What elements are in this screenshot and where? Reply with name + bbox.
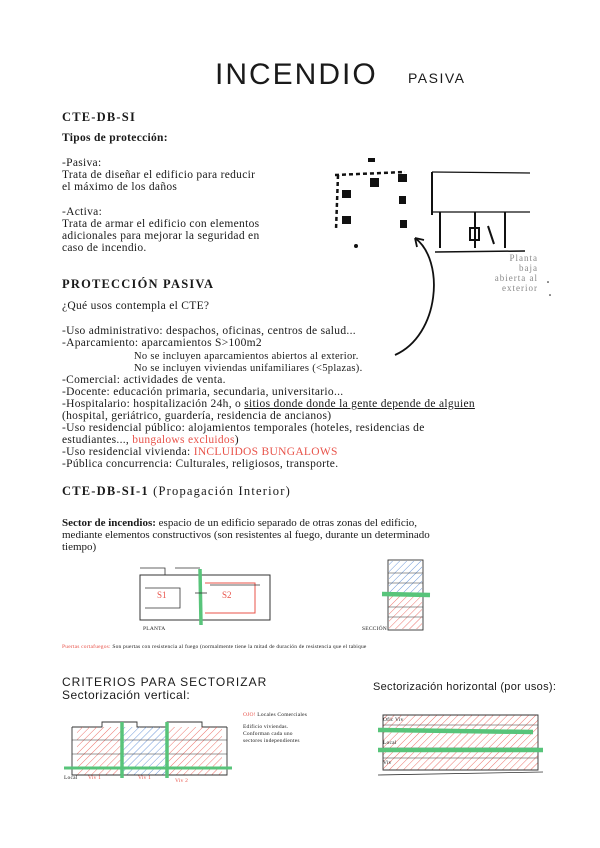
term: Sector de incendios: <box>62 517 156 529</box>
plan-label: PLANTA <box>143 626 166 632</box>
text-line: mediante elementos constructivos (son resistentes al fuego, durante un determinado <box>62 529 430 541</box>
text-line: -Uso residencial público: alojamientos temporales (hoteles, residencias de <box>62 422 425 434</box>
text-fragment: -Hospitalario: hospitalización 24h, o <box>62 398 245 410</box>
horizontal-sectorization-title: Sectorización horizontal (por usos): <box>373 681 557 693</box>
text-line: -Aparcamiento: aparcamientos S>100m2 <box>62 337 262 349</box>
text-line: -Activa: <box>62 206 103 218</box>
text-line: -Docente: educación primaria, secundaria, universitario... <box>62 386 344 398</box>
text-line: -Pública concurrencia: Culturales, religiosos, transporte. <box>62 458 339 470</box>
section-heading-cte-db-si-1 <box>62 484 291 499</box>
text-line: Trata de armar el edificio con elementos <box>62 218 260 230</box>
text-fragment: -Uso residencial vivienda: <box>62 446 194 458</box>
text-line: Trata de diseñar el edificio para reducir <box>62 169 256 181</box>
sketch-caption: Planta baja abierta al exterior <box>494 253 538 293</box>
ojo-note <box>243 712 307 719</box>
sector-label-s1: S1 <box>157 590 167 600</box>
sector-label-s2: S2 <box>222 590 232 600</box>
text-line: No se incluyen aparcamientos abiertos al exterior. <box>134 351 359 362</box>
page-title: INCENDIO <box>215 58 378 91</box>
hlabel: Viv <box>383 760 392 766</box>
text-line: -Comercial: actividades de venta. <box>62 374 226 386</box>
definition: espacio de un edificio separado de otras zonas del edificio, <box>155 517 418 529</box>
text-line: caso de incendio. <box>62 242 147 254</box>
text-highlight: bungalows excluidos <box>132 434 235 446</box>
text-fragment: estudiantes..., <box>62 434 133 446</box>
firedoor-term: Puertas cortafuegos: <box>62 644 111 650</box>
firedoor-note <box>62 644 367 651</box>
firedoor-text: Son puertas con resistencia al fuego (normalmente tiene la mitad de duración de resistencia que el tabique <box>110 644 367 650</box>
text-line: tiempo) <box>62 541 97 553</box>
section-heading-criteria: CRITERIOS PARA SECTORIZAR <box>62 675 268 689</box>
text-fragment: ) <box>234 434 239 446</box>
text-highlight: INCLUIDOS BUNGALOWS <box>193 446 338 458</box>
protection-types-title: Tipos de protección: <box>62 132 168 144</box>
vlabel: Viv 1 <box>88 775 102 781</box>
vlabel: Viv 2 <box>175 778 189 784</box>
text-underlined: sitios donde donde la gente depende de alguien <box>244 398 475 410</box>
page-subtitle: PASIVA <box>408 70 466 86</box>
ojo-text: Locales Comerciales <box>257 712 308 718</box>
section-label: SECCIÓN <box>362 626 387 632</box>
vlabel: Viv 1 <box>138 775 152 781</box>
hlabel: Ofic Viv <box>383 717 404 723</box>
text-line: adicionales para mejorar la seguridad en <box>62 230 260 242</box>
heading-note: (Propagación Interior) <box>153 484 291 498</box>
building-note: Edificio viviendas. Conforman cada uno sectores independientes <box>243 724 300 744</box>
text-line: el máximo de los daños <box>62 181 178 193</box>
text-line: No se incluyen viviendas unifamiliares (<5plazas). <box>134 363 363 374</box>
section-heading-cte-db-si: CTE-DB-SI <box>62 110 137 124</box>
uses-question: ¿Qué usos contempla el CTE? <box>62 300 210 312</box>
text-line: -Pasiva: <box>62 157 102 169</box>
text-line: -Uso administrativo: despachos, oficinas, centros de salud... <box>62 325 356 337</box>
sector-plan-sketch <box>135 563 275 633</box>
vertical-sectorization-title: Sectorización vertical: <box>62 688 191 702</box>
text-line: (hospital, geriátrico, guardería, residencia de ancianos) <box>62 410 332 422</box>
heading-code: CTE-DB-SI-1 <box>62 484 149 498</box>
hlabel: Local <box>383 740 397 746</box>
vlabel: Local <box>64 775 78 781</box>
ojo-label: OJO! <box>243 712 256 718</box>
section-heading-passive-protection: PROTECCIÓN PASIVA <box>62 277 215 291</box>
sector-section-sketch <box>370 555 440 635</box>
